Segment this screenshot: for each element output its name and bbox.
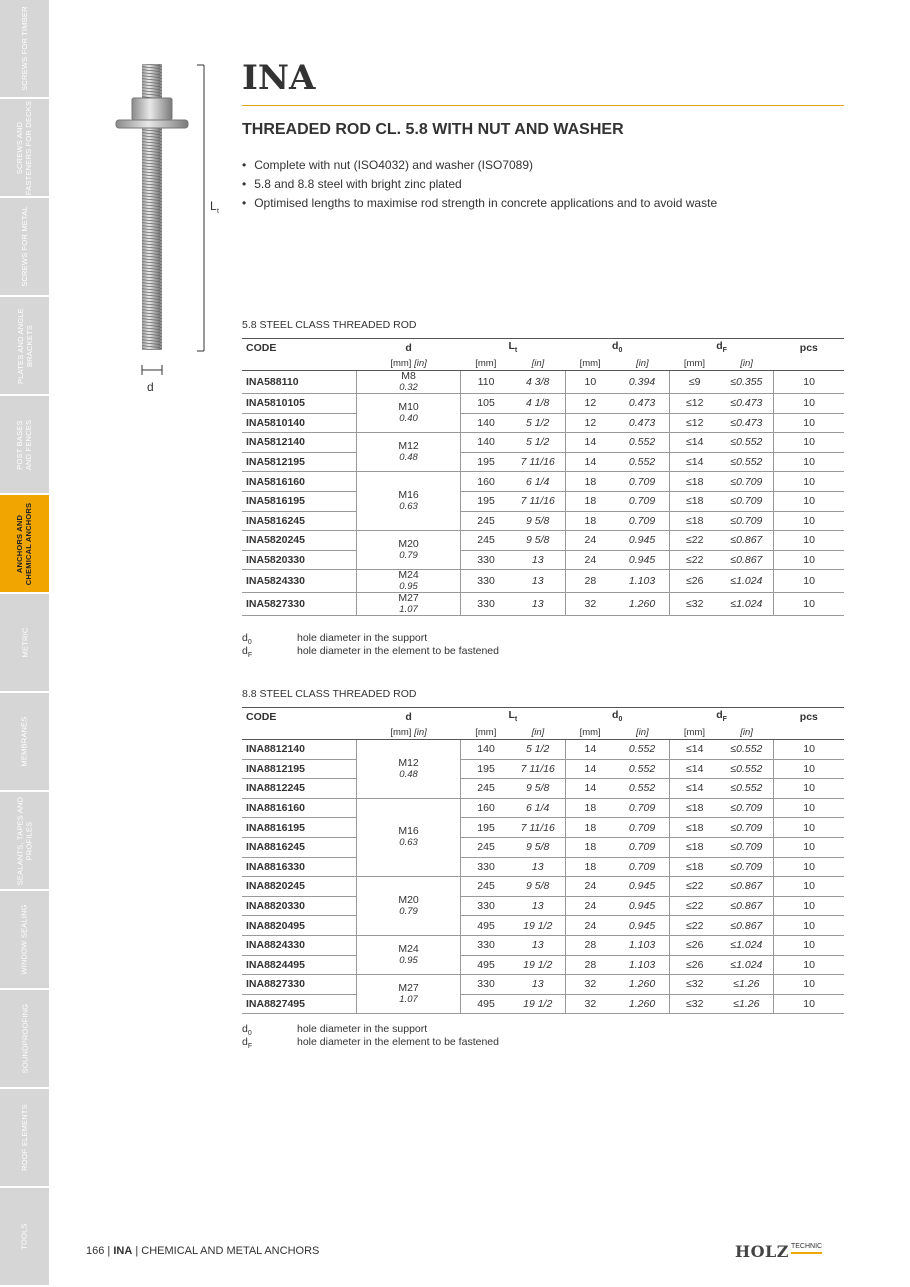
col-df: $d_F$ bbox=[669, 339, 773, 357]
table-row: INA8812195 195 7 11/16 14 0.552 ≤14 ≤0.552 10 bbox=[242, 759, 844, 779]
table-row: INA8812140 M12 0.48 140 5 1/2 14 0.552 ≤14 ≤0.552 10 bbox=[242, 740, 844, 760]
length-label: L bbox=[210, 199, 217, 213]
table-row: INA5816245 245 9 5/8 18 0.709 ≤18 ≤0.709 10 bbox=[242, 511, 844, 531]
legend-item: $d_0$ hole diameter in the support bbox=[242, 1023, 428, 1038]
diameter-cell: M27 1.07 bbox=[356, 975, 460, 1014]
footer-brand: INA bbox=[113, 1245, 133, 1257]
diameter-cell: M12 0.48 bbox=[356, 433, 460, 472]
table-row: INA5812195 195 7 11/16 14 0.552 ≤14 ≤0.552 10 bbox=[242, 452, 844, 472]
col-d0: $d_0$ bbox=[565, 708, 669, 726]
product-code: INA5816160 bbox=[242, 472, 356, 492]
product-subtitle: THREADED ROD CL. 5.8 WITH NUT AND WASHER bbox=[242, 121, 624, 138]
product-code: INA8816245 bbox=[242, 837, 356, 857]
sidebar-tab[interactable] bbox=[0, 495, 49, 594]
sidebar bbox=[0, 0, 49, 1287]
col-pcs: pcs bbox=[774, 339, 844, 357]
sidebar-tab-label: SCREWS FOR TIMBER bbox=[20, 6, 29, 91]
table-row: INA8820330 330 13 24 0.945 ≤22 ≤0.867 10 bbox=[242, 896, 844, 916]
col-d: d bbox=[356, 339, 460, 357]
table-5-8-steel: CODE d $L_t$ $d_0$ $d_F$ pcs [mm] [in] [mm] [in] [mm] [in] [mm] [in] INA588110 M8 0.32 110 4 3/8 10 0.394 ≤9 ≤0.355 10 INA5810105 M10 0.40 105 4 1/8 12 0.473 ≤12 ≤0.473 10 INA5810140 140 5 1/2 12 0.473 ≤12 ≤0.473 10 INA5812140 M12 0.48 140 5 1/2 14 0.552 ≤14 ≤0.552 10 INA5812195 195 7 11/16 14 0.552 ≤14 ≤0.552 10 INA5816160 M16 0.63 160 6 1/4 18 0.709 ≤18 ≤0.709 10 INA5816195 195 7 11/16 18 0.709 ≤18 ≤0.709 10 INA5816245 245 9 5/8 18 0.709 ≤18 ≤0.709 10 INA5820245 M20 0.79 245 9 5/8 24 0.945 ≤22 ≤0.867 10 INA5820330 330 13 24 0.945 ≤22 ≤0.867 10 INA5824330 M24 0.95 330 13 28 1.103 ≤26 ≤1.024 10 INA5827330 M27 1.07 330 13 32 1.260 ≤32 ≤1.024 10 bbox=[242, 338, 844, 616]
sidebar-tab[interactable] bbox=[0, 1089, 49, 1188]
sidebar-tab[interactable] bbox=[0, 0, 49, 99]
page-number: 166 bbox=[86, 1245, 105, 1257]
sidebar-tab-label: ROOF ELEMENTS bbox=[20, 1104, 29, 1171]
product-code: INA5827330 bbox=[242, 593, 356, 616]
table-row: INA5816160 M16 0.63 160 6 1/4 18 0.709 ≤18 ≤0.709 10 bbox=[242, 472, 844, 492]
product-code: INA5812140 bbox=[242, 433, 356, 453]
sidebar-tab-label: TOOLS bbox=[19, 1223, 29, 1250]
product-code: INA8812195 bbox=[242, 759, 356, 779]
table-row: INA8812245 245 9 5/8 14 0.552 ≤14 ≤0.552 10 bbox=[242, 779, 844, 799]
product-code: INA8820245 bbox=[242, 877, 356, 897]
washer bbox=[116, 120, 188, 128]
table-row: INA5820245 M20 0.79 245 9 5/8 24 0.945 ≤22 ≤0.867 10 bbox=[242, 531, 844, 551]
table2-title: 8.8 STEEL CLASS THREADED ROD bbox=[242, 688, 417, 700]
product-code: INA5812195 bbox=[242, 452, 356, 472]
sidebar-tab-label: METRIC bbox=[19, 627, 29, 658]
sidebar-tab-label: SCREWS FOR METAL bbox=[20, 206, 30, 287]
footer-section: CHEMICAL AND METAL ANCHORS bbox=[141, 1245, 320, 1257]
product-code: INA5820330 bbox=[242, 550, 356, 570]
sidebar-tab[interactable] bbox=[0, 990, 49, 1089]
legend-item: $d_F$ hole diameter in the element to be fastened bbox=[242, 1036, 499, 1051]
diameter-cell: M16 0.63 bbox=[356, 472, 460, 531]
diameter-cell: M8 0.32 bbox=[356, 371, 460, 394]
table-row: INA8820245 M20 0.79 245 9 5/8 24 0.945 ≤22 ≤0.867 10 bbox=[242, 877, 844, 897]
diameter-cell: M27 1.07 bbox=[356, 593, 460, 616]
product-code: INA5810140 bbox=[242, 413, 356, 433]
holz-technic-logo: HOLZ TECHNIC bbox=[735, 1242, 823, 1261]
table-row: INA5810105 M10 0.40 105 4 1/8 12 0.473 ≤12 ≤0.473 10 bbox=[242, 394, 844, 414]
legend-item: $d_F$ hole diameter in the element to be fastened bbox=[242, 645, 499, 660]
nut bbox=[132, 98, 172, 120]
product-code: INA5816245 bbox=[242, 511, 356, 531]
table-row: INA8827495 495 19 1/2 32 1.260 ≤32 ≤1.26 10 bbox=[242, 994, 844, 1014]
table-row: INA5824330 M24 0.95 330 13 28 1.103 ≤26 ≤1.024 10 bbox=[242, 570, 844, 593]
col-code: CODE bbox=[242, 708, 356, 726]
feature-item: • Complete with nut (ISO4032) and washer (ISO7089) bbox=[242, 156, 717, 175]
sidebar-tab[interactable] bbox=[0, 396, 49, 495]
threaded-rod-illustration bbox=[100, 60, 230, 400]
sidebar-tab[interactable] bbox=[0, 891, 49, 990]
table-row: INA588110 M8 0.32 110 4 3/8 10 0.394 ≤9 ≤0.355 10 bbox=[242, 371, 844, 394]
col-lt: $L_t$ bbox=[461, 708, 565, 726]
table-row: INA8820495 495 19 1/2 24 0.945 ≤22 ≤0.867 10 bbox=[242, 916, 844, 936]
footer: 166 | INA | CHEMICAL AND METAL ANCHORS bbox=[86, 1245, 320, 1257]
sidebar-tab[interactable] bbox=[0, 297, 49, 396]
diameter-cell: M16 0.63 bbox=[356, 798, 460, 876]
table-row: INA8824495 495 19 1/2 28 1.103 ≤26 ≤1.024 10 bbox=[242, 955, 844, 975]
table-row: INA5812140 M12 0.48 140 5 1/2 14 0.552 ≤14 ≤0.552 10 bbox=[242, 433, 844, 453]
length-sub: t bbox=[217, 208, 219, 215]
diameter-cell: M20 0.79 bbox=[356, 531, 460, 570]
product-code: INA8812245 bbox=[242, 779, 356, 799]
title-rule bbox=[242, 105, 844, 106]
col-d: d bbox=[356, 708, 460, 726]
product-code: INA8816330 bbox=[242, 857, 356, 877]
sidebar-tab[interactable] bbox=[0, 594, 49, 693]
diameter-cell: M12 0.48 bbox=[356, 740, 460, 799]
product-code: INA8820495 bbox=[242, 916, 356, 936]
table-row: INA8816195 195 7 11/16 18 0.709 ≤18 ≤0.709 10 bbox=[242, 818, 844, 838]
col-pcs: pcs bbox=[774, 708, 844, 726]
sidebar-tab-label: SCREWS AND FASTENERS FOR DECKS bbox=[15, 100, 34, 195]
product-code: INA8820330 bbox=[242, 896, 356, 916]
diameter-cell: M10 0.40 bbox=[356, 394, 460, 433]
table-row: INA5820330 330 13 24 0.945 ≤22 ≤0.867 10 bbox=[242, 550, 844, 570]
diameter-cell: M20 0.79 bbox=[356, 877, 460, 936]
table-row: INA5816195 195 7 11/16 18 0.709 ≤18 ≤0.709 10 bbox=[242, 491, 844, 511]
legend-table2 bbox=[242, 1023, 499, 1049]
col-df: $d_F$ bbox=[669, 708, 773, 726]
feature-item: • Optimised lengths to maximise rod strength in concrete applications and to avoid waste bbox=[242, 194, 717, 213]
table-row: INA8816330 330 13 18 0.709 ≤18 ≤0.709 10 bbox=[242, 857, 844, 877]
product-code: INA8827495 bbox=[242, 994, 356, 1014]
product-code: INA8812140 bbox=[242, 740, 356, 760]
page-title: INA bbox=[242, 58, 316, 98]
table-8-8-steel: CODE d $L_t$ $d_0$ $d_F$ pcs [mm] [in] [mm] [in] [mm] [in] [mm] [in] INA8812140 M12 0.48 140 5 1/2 14 0.552 ≤14 ≤0.552 10 INA8812195 195 7 11/16 14 0.552 ≤14 ≤0.552 10 INA8812245 245 9 5/8 14 0.552 ≤14 ≤0.552 10 INA8816160 M16 0.63 160 6 1/4 18 0.709 ≤18 ≤0.709 10 INA8816195 195 7 11/16 18 0.709 ≤18 ≤0.709 10 INA8816245 245 9 5/8 18 0.709 ≤18 ≤0.709 10 INA8816330 330 13 18 0.709 ≤18 ≤0.709 10 INA8820245 M20 0.79 245 9 5/8 24 0.945 ≤22 ≤0.867 10 INA8820330 330 13 24 0.945 ≤22 ≤0.867 10 INA8820495 495 19 1/2 24 0.945 ≤22 ≤0.867 10 INA8824330 M24 0.95 330 13 28 1.103 ≤26 ≤1.024 10 INA8824495 495 19 1/2 28 1.103 ≤26 ≤1.024 10 INA8827330 M27 1.07 330 13 32 1.260 ≤32 ≤1.26 10 INA8827495 495 19 1/2 32 1.260 ≤32 ≤1.26 10 bbox=[242, 707, 844, 1014]
sidebar-tab[interactable] bbox=[0, 693, 49, 792]
table-row: INA8816160 M16 0.63 160 6 1/4 18 0.709 ≤18 ≤0.709 10 bbox=[242, 798, 844, 818]
col-code: CODE bbox=[242, 339, 356, 357]
feature-list bbox=[242, 156, 717, 213]
table-row: INA5810140 140 5 1/2 12 0.473 ≤12 ≤0.473 10 bbox=[242, 413, 844, 433]
product-code: INA588110 bbox=[242, 371, 356, 394]
product-code: INA8824330 bbox=[242, 935, 356, 955]
product-code: INA8816160 bbox=[242, 798, 356, 818]
product-code: INA8824495 bbox=[242, 955, 356, 975]
sidebar-tab-label: WINDOW SEALING bbox=[20, 904, 29, 975]
diameter-cell: M24 0.95 bbox=[356, 935, 460, 974]
feature-item: • 5.8 and 8.8 steel with bright zinc plated bbox=[242, 175, 717, 194]
sidebar-tab-label: SOUNDPROOFING bbox=[20, 1003, 29, 1074]
sidebar-tab-label: ANCHORS AND CHEMICAL ANCHORS bbox=[15, 502, 34, 585]
product-code: INA5824330 bbox=[242, 570, 356, 593]
sidebar-tab-label: POST BASES AND FENCES bbox=[15, 419, 34, 470]
product-code: INA8827330 bbox=[242, 975, 356, 995]
diameter-label: d bbox=[147, 380, 154, 394]
product-code: INA5810105 bbox=[242, 394, 356, 414]
col-d0: $d_0$ bbox=[565, 339, 669, 357]
diameter-cell: M24 0.95 bbox=[356, 570, 460, 593]
sidebar-tab[interactable] bbox=[0, 198, 49, 297]
product-code: INA5816195 bbox=[242, 491, 356, 511]
table-row: INA8824330 M24 0.95 330 13 28 1.103 ≤26 ≤1.024 10 bbox=[242, 935, 844, 955]
table-row: INA5827330 M27 1.07 330 13 32 1.260 ≤32 ≤1.024 10 bbox=[242, 593, 844, 616]
sidebar-tab-label: SEALANTS, TAPES AND PROFILES bbox=[15, 796, 34, 885]
sidebar-tab[interactable] bbox=[0, 99, 49, 198]
legend-table1 bbox=[242, 632, 499, 658]
product-code: INA5820245 bbox=[242, 531, 356, 551]
sidebar-tab-label: MEMBRANES bbox=[20, 716, 30, 767]
legend-item: $d_0$ hole diameter in the support bbox=[242, 632, 428, 647]
col-lt: $L_t$ bbox=[461, 339, 565, 357]
sidebar-tab[interactable] bbox=[0, 792, 49, 891]
table-row: INA8816245 245 9 5/8 18 0.709 ≤18 ≤0.709 10 bbox=[242, 837, 844, 857]
table-row: INA8827330 M27 1.07 330 13 32 1.260 ≤32 ≤1.26 10 bbox=[242, 975, 844, 995]
product-code: INA8816195 bbox=[242, 818, 356, 838]
sidebar-tab[interactable] bbox=[0, 1188, 49, 1287]
table1-title: 5.8 STEEL CLASS THREADED ROD bbox=[242, 319, 417, 331]
sidebar-tab-label: PLATES AND ANGLE BRACKETS bbox=[15, 307, 34, 384]
